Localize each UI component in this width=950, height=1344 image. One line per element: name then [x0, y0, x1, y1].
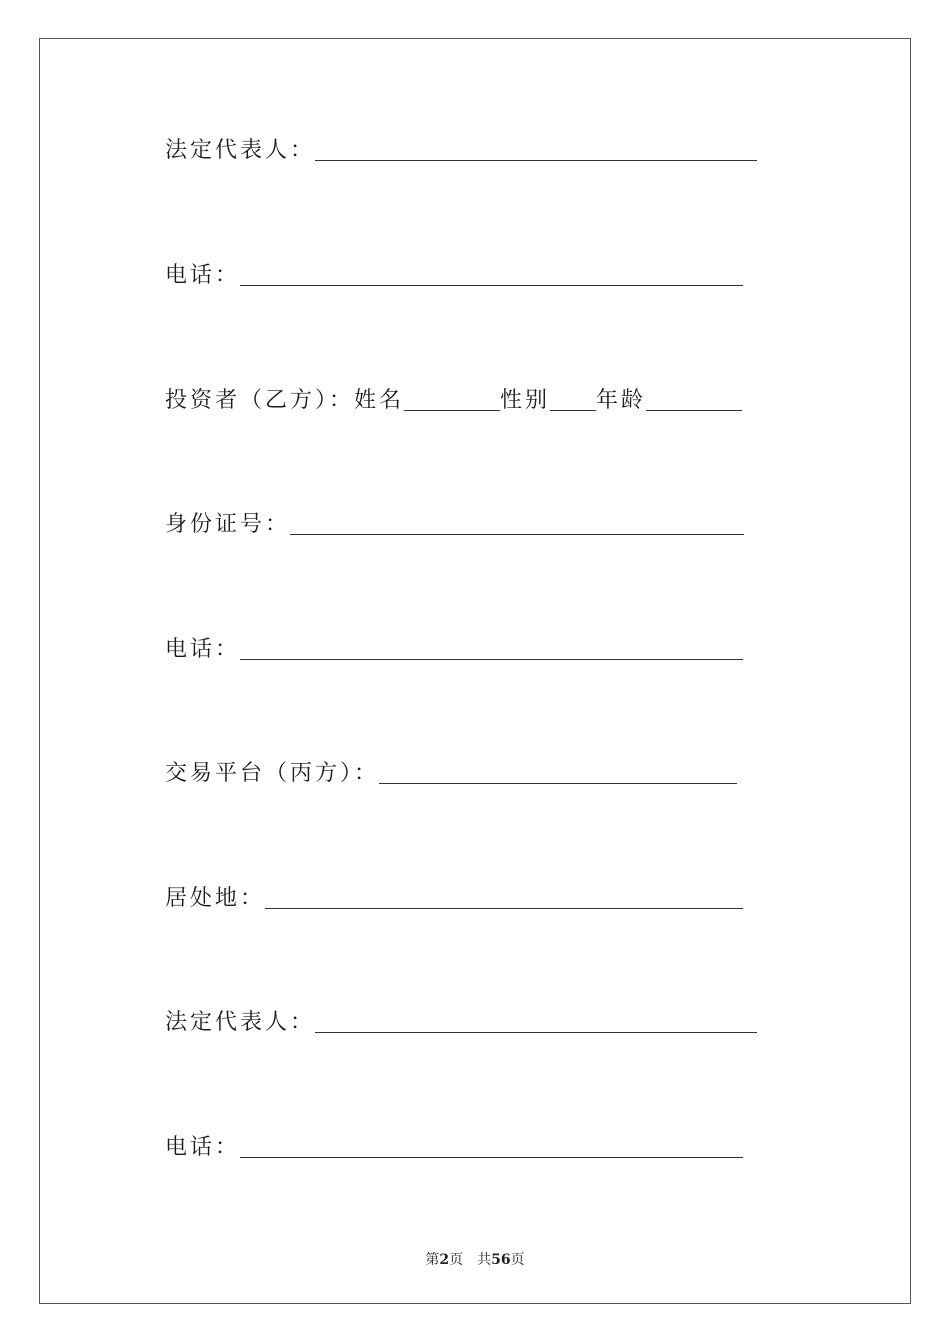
- total-pages: 56: [491, 1252, 511, 1268]
- id-number-blank[interactable]: [290, 533, 744, 535]
- investor-row: [165, 384, 742, 414]
- id-number-label: 身份证号：: [165, 512, 291, 537]
- investor-name-label: 投资者（乙方）：姓名: [165, 388, 405, 413]
- id-number-row: [165, 508, 744, 538]
- gender-label: 性别: [500, 388, 551, 413]
- page-number: 2: [439, 1252, 450, 1268]
- phone-label-3: 电话：: [165, 1135, 241, 1160]
- residence-blank[interactable]: [265, 907, 743, 909]
- page-footer: [0, 1249, 950, 1269]
- age-label: 年龄: [596, 388, 647, 413]
- total-suffix: 页: [510, 1252, 525, 1268]
- phone-row: [165, 259, 743, 289]
- platform-row: [165, 757, 737, 787]
- legal-representative-blank[interactable]: [315, 159, 757, 161]
- phone-row-3: [165, 1131, 743, 1161]
- legal-representative-row: [165, 134, 757, 164]
- investor-name-blank[interactable]: [404, 409, 500, 411]
- page-frame: [39, 38, 911, 1304]
- phone-label: 电话：: [165, 263, 241, 288]
- legal-representative-label: 法定代表人：: [165, 138, 316, 163]
- page-prefix: 第: [425, 1252, 440, 1268]
- platform-blank[interactable]: [379, 782, 737, 784]
- legal-representative-row-2: [165, 1006, 757, 1036]
- legal-representative-label-2: 法定代表人：: [165, 1010, 316, 1035]
- platform-label: 交易平台（丙方）：: [165, 761, 380, 786]
- legal-representative-blank-2[interactable]: [315, 1031, 757, 1033]
- phone-blank[interactable]: [240, 284, 743, 286]
- phone-blank-2[interactable]: [240, 658, 743, 660]
- phone-label-2: 电话：: [165, 637, 241, 662]
- phone-blank-3[interactable]: [240, 1156, 743, 1158]
- residence-label: 居处地：: [165, 886, 266, 911]
- residence-row: [165, 882, 743, 912]
- age-blank[interactable]: [646, 409, 742, 411]
- total-prefix: 共: [477, 1252, 492, 1268]
- page-suffix: 页: [449, 1252, 464, 1268]
- gender-blank[interactable]: [550, 409, 596, 411]
- phone-row-2: [165, 633, 743, 663]
